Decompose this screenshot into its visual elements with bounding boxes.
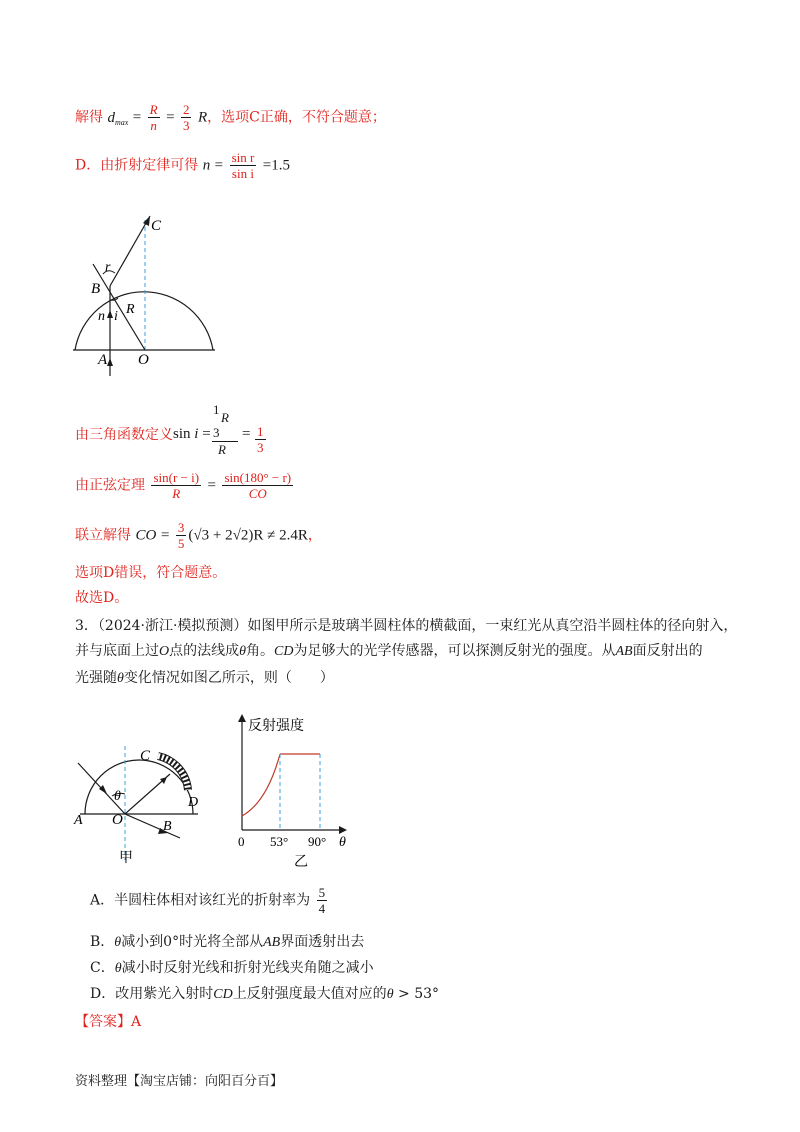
fig2-label-b: B — [163, 819, 172, 834]
fig1-label-r: r — [105, 260, 111, 275]
option-b: B．θ减小到0°时光将全部从AB界面透射出去 — [90, 934, 365, 950]
answer-line: 【答案】A — [75, 1014, 142, 1030]
fraction-sinr-sini: $\frac{\text{sin r}}{\text{sin i}}$ — [231, 150, 255, 181]
fig1-label-c: C — [151, 218, 162, 234]
fig2-label-a: A — [74, 813, 83, 828]
fig1-label-b: B — [91, 281, 101, 297]
fig1-label-R: R — [126, 302, 135, 317]
line-choose-d: 故选D。 — [75, 590, 129, 606]
option-a: A．半圆柱体相对该红光的折射率为 $\frac{5}{4}$ — [90, 885, 326, 916]
footer-source: 资料整理【淘宝店铺：向阳百分百】 — [75, 1074, 284, 1089]
fig3-tick-53: 53° — [270, 834, 289, 849]
fig3-tick-90: 90° — [308, 834, 327, 849]
line-snell: D．由折射定律可得 n = $\frac{\text{sin r}}{\text{sin i}}$ =1.5 — [75, 150, 290, 181]
q3-line2: 并与底面上过O点的法线成θ角。CD为足够大的光学传感器，可以探测反射光的强度。从AB面反射出的 — [75, 643, 703, 659]
option-d: D．改用紫光入射时CD上反射强度最大值对应的θ > 53° — [90, 986, 440, 1002]
figure-jia — [70, 738, 220, 868]
line-sine-rule: 由正弦定理 $\frac{\sin(r - i)}{R}$ = $\frac{\sin(180^\circ - r)}{CO}$ — [75, 470, 292, 501]
option-c: C．θ减小时反射光线和折射光线夹角随之减小 — [90, 960, 374, 976]
q3-line3: 光强随θ变化情况如图乙所示，则（ ） — [75, 670, 334, 686]
fig1-label-a: A — [98, 352, 108, 368]
fraction-2-3: $\frac{2}{3}$ — [182, 102, 190, 133]
fig2-caption: 甲 — [119, 851, 133, 866]
fig2-label-d: D — [188, 795, 199, 810]
fig3-ylabel: 反射强度 — [248, 719, 304, 734]
semicircle-refraction-figure — [65, 208, 225, 378]
line-option-d-wrong: 选项D错误，符合题意。 — [75, 565, 227, 581]
fig2-label-c: C — [140, 748, 151, 764]
fig3-caption: 乙 — [294, 855, 308, 870]
line-dmax: 解得 $d_{max}$ = $\frac{R}{n}$ = $\frac{2}{3}$ R，选项C正确，不符合题意； — [75, 102, 386, 133]
fig3-zero: 0 — [238, 834, 245, 849]
fig1-label-i: i — [114, 309, 118, 324]
fig1-label-o: O — [138, 352, 149, 368]
line-solve-co: 联立解得 CO = $\frac{3}{5}$ (√3 + 2√2)R ≠ 2.4R， — [75, 520, 322, 551]
fig3-theta: θ — [339, 835, 346, 850]
fig1-label-n: n — [98, 309, 105, 324]
fig2-label-theta: θ — [114, 789, 121, 804]
fraction-R-over-n: $\frac{R}{n}$ — [149, 102, 158, 133]
figure-yi-reflection-intensity — [232, 712, 362, 872]
fig2-label-o: O — [112, 812, 123, 828]
q3-line1: 3．（2024·浙江·模拟预测）如图甲所示是玻璃半圆柱体的横截面，一束红光从真空沿半圆柱体的径向射入， — [75, 618, 738, 634]
